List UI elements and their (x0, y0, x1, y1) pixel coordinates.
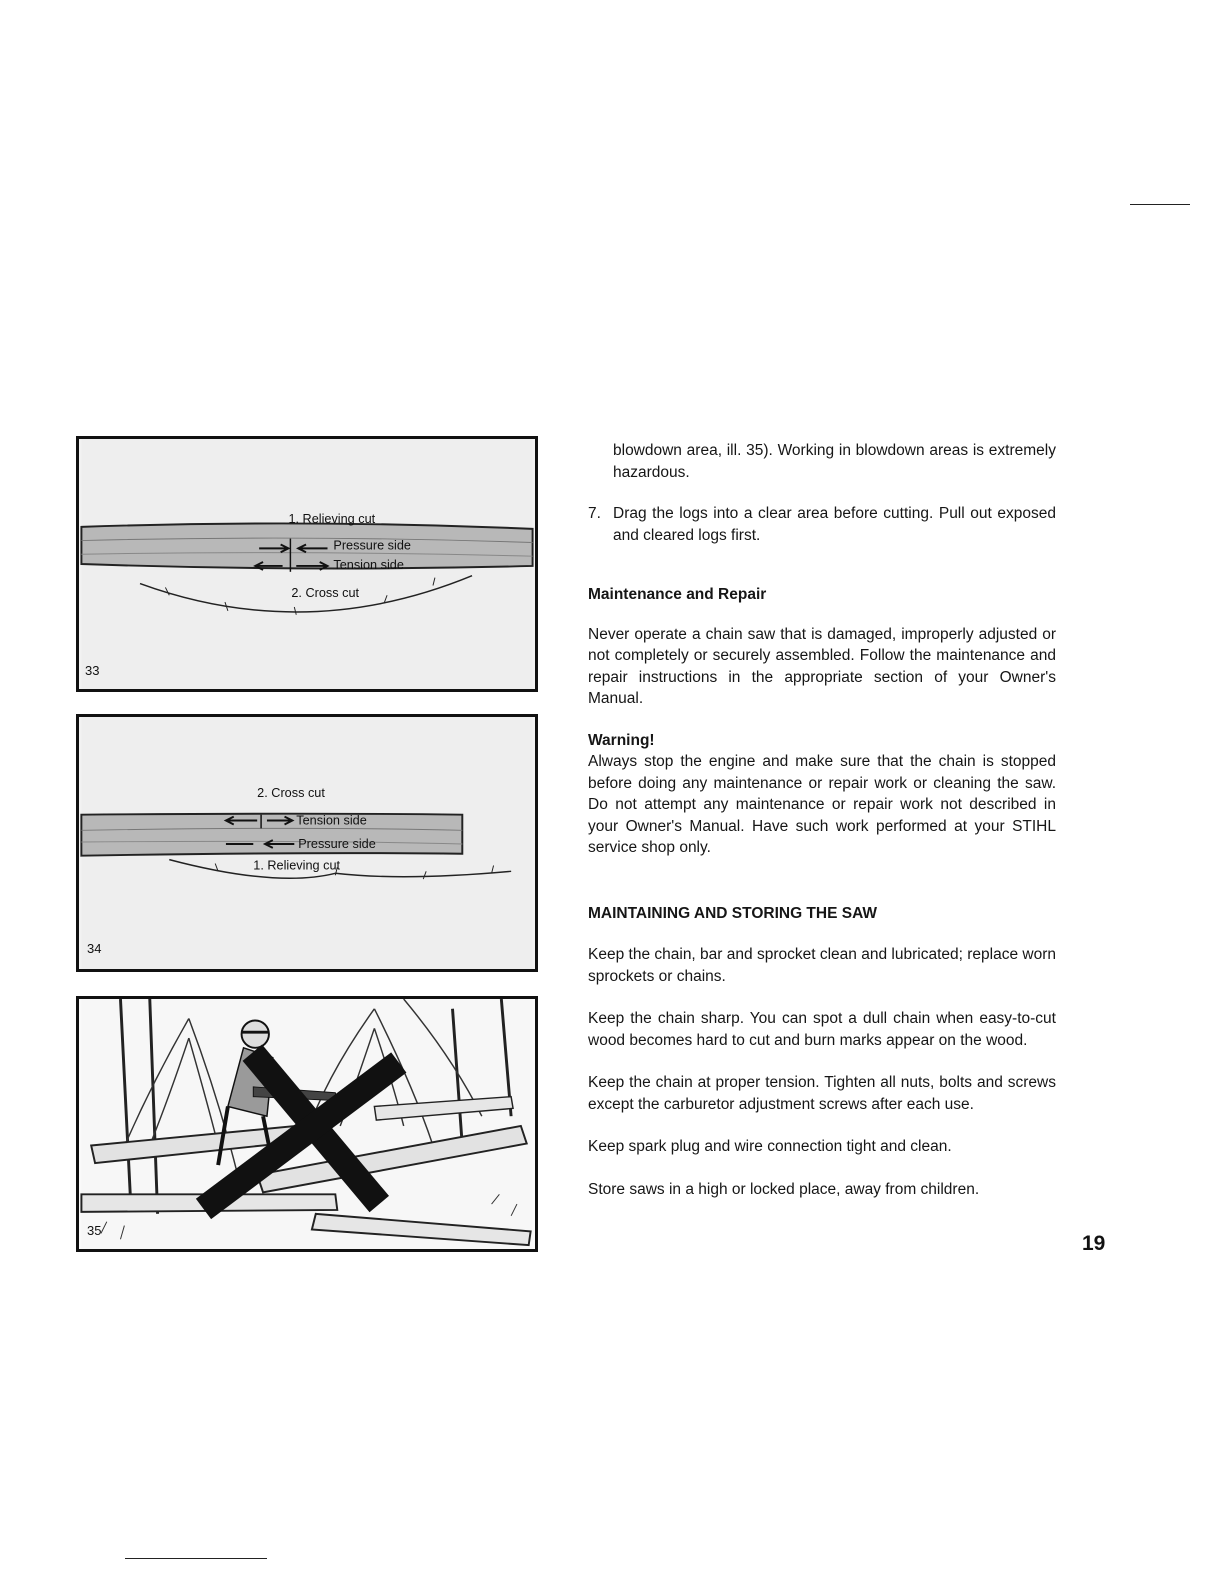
figure-35-number: 35 (87, 1223, 102, 1238)
figure-33 (76, 436, 538, 692)
warning-paragraph: Always stop the engine and make sure that the chain is stopped before doing any maintenance or repair work or cleaning the saw. Do not attempt any maintenance or repair work not described in your Owner's Manual. Have such work performed at your STIHL service shop only. (588, 753, 1056, 856)
figure-34-illustration (79, 717, 535, 969)
page-number: 19 (1082, 1232, 1106, 1255)
text-column (588, 440, 1056, 1200)
bottom-left-rule (125, 1558, 267, 1559)
storing-paragraph-1: Keep the chain, bar and sprocket clean and lubricated; replace worn sprockets or chains. (588, 946, 1056, 985)
figure-33-relieving-cut-label: 1. Relieving cut (288, 511, 376, 526)
storing-paragraph-5: Store saws in a high or locked place, away from children. (588, 1180, 980, 1198)
maintenance-paragraph: Never operate a chain saw that is damaged, improperly adjusted or not completely or securely assembled. Follow the maintenance and repair instructions in the appropriate section of your Owner's Manual. (588, 625, 1056, 707)
figure-34-number: 34 (87, 941, 102, 956)
figure-35-illustration (79, 999, 535, 1249)
figure-33-number: 33 (85, 663, 100, 678)
figure-33-illustration (79, 439, 535, 689)
figure-34-pressure-side-label: Pressure side (298, 836, 376, 851)
figure-35 (76, 996, 538, 1252)
top-right-rule (1130, 204, 1190, 205)
figure-34-cross-cut-label: 2. Cross cut (257, 786, 325, 801)
warning-heading: Warning! (588, 731, 655, 749)
storing-paragraph-2: Keep the chain sharp. You can spot a dull chain when easy-to-cut wood becomes hard to cut and burn marks appear on the wood. (588, 1010, 1056, 1049)
storing-paragraph-3: Keep the chain at proper tension. Tighten all nuts, bolts and screws except the carburetor adjustment screws after each use. (588, 1074, 1056, 1113)
figure-33-tension-side-label: Tension side (333, 557, 404, 572)
figure-34-tension-side-label: Tension side (296, 813, 367, 828)
list-item-7-text: Drag the logs into a clear area before cutting. Pull out exposed and cleared logs first. (613, 505, 1056, 544)
list-item-7 (588, 503, 1056, 546)
figure-34 (76, 714, 538, 972)
figure-33-cross-cut-label: 2. Cross cut (291, 586, 360, 601)
storing-paragraph-4: Keep spark plug and wire connection tight and clean. (588, 1138, 952, 1155)
figure-34-relieving-cut-label: 1. Relieving cut (253, 858, 341, 873)
continued-paragraph: blowdown area, ill. 35). Working in blowdown areas is extremely hazardous. (613, 442, 1056, 481)
storing-heading: MAINTAINING AND STORING THE SAW (588, 904, 878, 922)
list-item-7-number: 7. (588, 505, 601, 522)
maintenance-heading: Maintenance and Repair (588, 586, 767, 603)
figure-33-pressure-side-label: Pressure side (333, 538, 411, 553)
